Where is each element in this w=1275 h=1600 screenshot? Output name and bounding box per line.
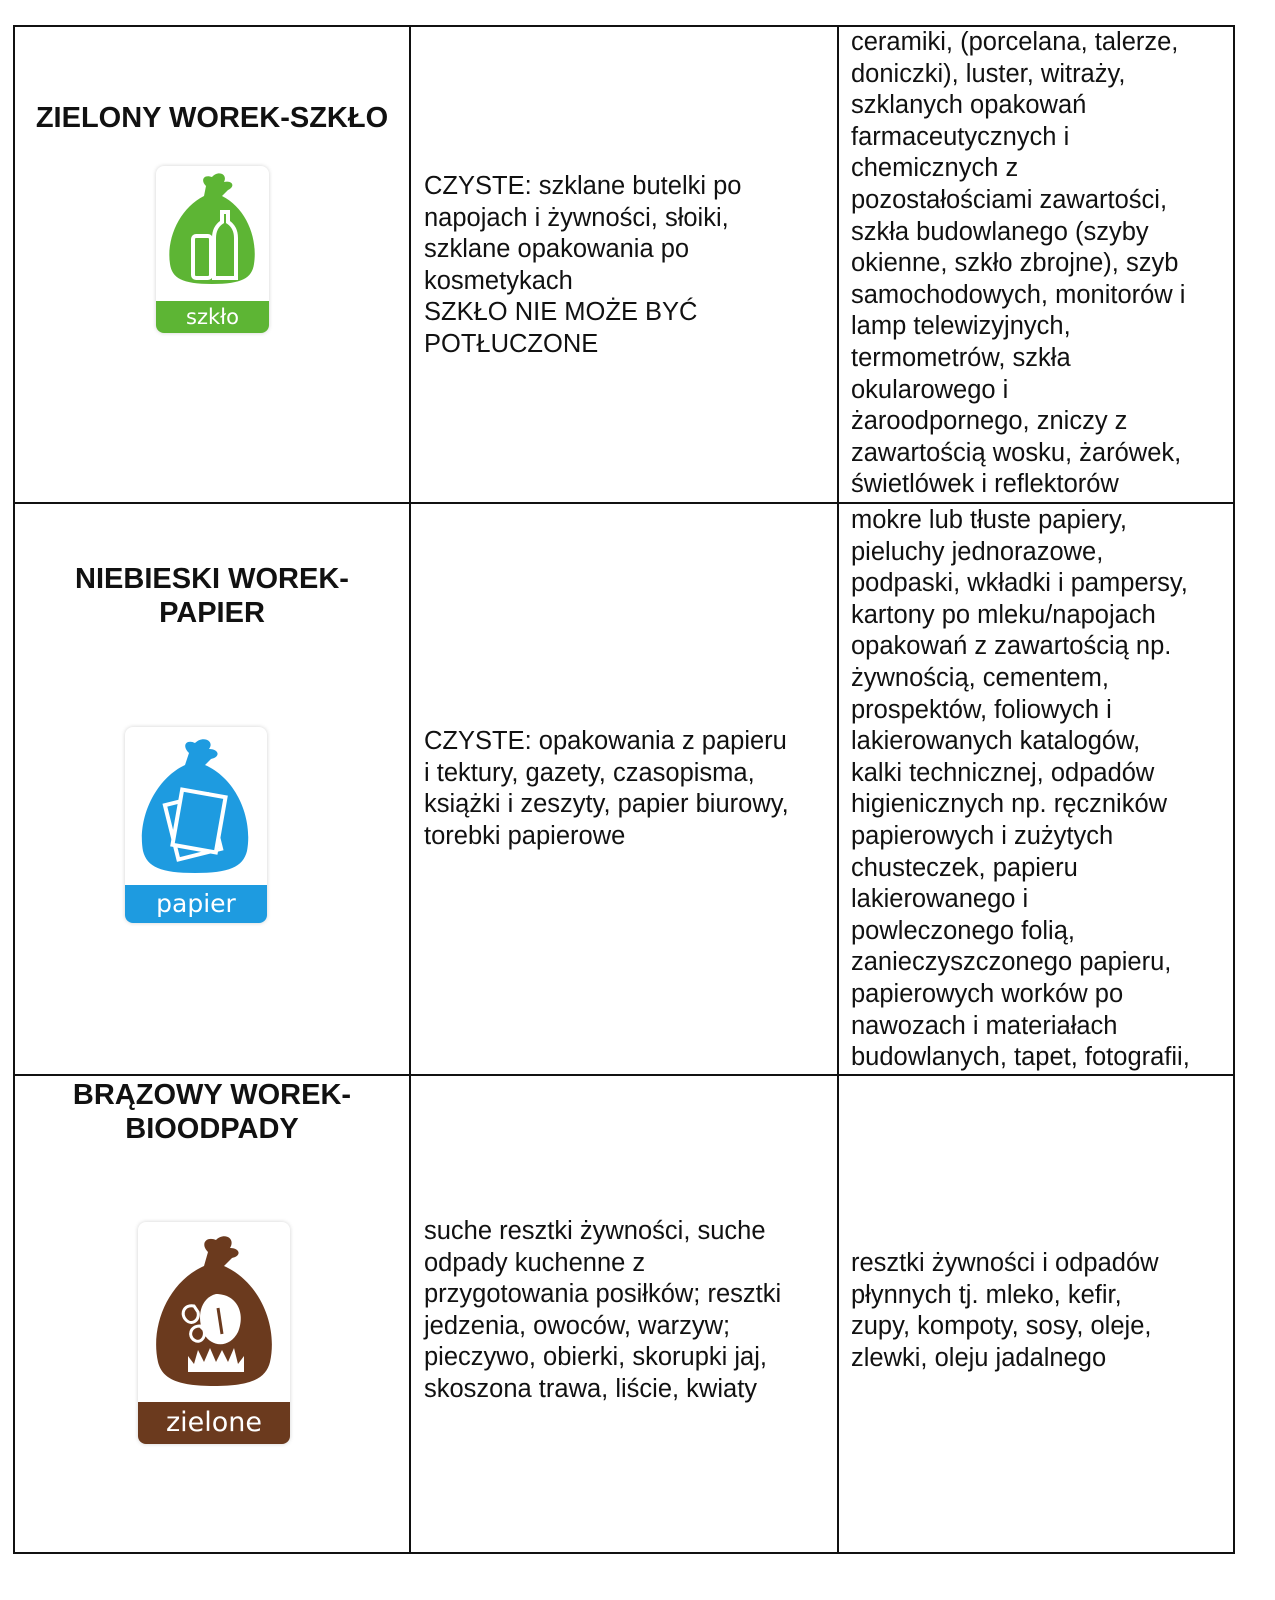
- category-title: BRĄZOWY WOREK- BIOODPADY: [72, 1079, 352, 1145]
- waste-segregation-table: [13, 25, 1235, 1554]
- allowed-text: CZYSTE: opakowania z papieru i tektury, gazety, czasopisma, książki i zeszyty, papier biurowy, torebki papierowe: [424, 727, 789, 850]
- paper-bag-icon: [125, 727, 267, 923]
- icon-label: zielone: [138, 1402, 290, 1444]
- icon-label: szkło: [156, 301, 269, 333]
- allowed-cell: [410, 1075, 838, 1553]
- forbidden-cell: [838, 503, 1234, 1075]
- allowed-text: suche resztki żywności, suche odpady kuchenne z przygotowania posiłków; resztki jedzenia, owoców, warzyw; pieczywo, obierki, skorupki jaj, skoszona trawa, liście, kwiaty: [424, 1217, 782, 1403]
- forbidden-cell: [838, 1075, 1234, 1553]
- allowed-cell: [410, 503, 838, 1075]
- forbidden-cell: [838, 26, 1234, 503]
- icon-label: papier: [125, 885, 267, 923]
- table-row: [14, 1075, 1234, 1553]
- glass-bag-icon: [156, 166, 269, 333]
- table-row: [14, 26, 1234, 503]
- category-title: NIEBIESKI WOREK- PAPIER: [75, 563, 349, 629]
- table-row: [14, 503, 1234, 1075]
- allowed-text: CZYSTE: szklane butelki po napojach i żywności, słoiki, szklane opakowania po kosmetykach SZKŁO NIE MOŻE BYĆ POTŁUCZONE: [424, 172, 742, 358]
- forbidden-text: ceramiki, (porcelana, talerze, doniczki), luster, witraży, szklanych opakowań farmaceutycznych i chemicznych z pozostałościami zawartości, szkła budowlanego (szyby okienne, szkło zbrojne), szyb samochodowych, monitorów i lamp telewizyjnych, termometrów, szkła okularowego i żaroodpornego, zniczy z zawartością wosku, żarówek, świetlówek i reflektorów: [851, 28, 1186, 499]
- category-title: ZIELONY WOREK-SZKŁO: [35, 102, 389, 134]
- category-cell: [14, 503, 410, 1075]
- category-cell: [14, 1075, 410, 1553]
- forbidden-text: mokre lub tłuste papiery, pieluchy jednorazowe, podpaski, wkładki i pampersy, kartony po mleku/napojach opakowań z zawartością np. żywnością, cementem, prospektów, foliowych i lakierowanych katalogów, kalki technicznej, odpadów higienicznych np. ręczników papierowych i zużytych chusteczek, papieru lakierowanego i powleczonego folią, zanieczyszczonego papieru, papierowych worków po nawozach i materiałach budowlanych, tapet, fotografii,: [851, 506, 1190, 1072]
- bio-bag-icon: [138, 1222, 290, 1444]
- forbidden-text: resztki żywności i odpadów płynnych tj. mleko, kefir, zupy, kompoty, sosy, oleje, zlewki, oleju jadalnego: [851, 1249, 1159, 1372]
- category-cell: [14, 26, 410, 503]
- allowed-cell: [410, 26, 838, 503]
